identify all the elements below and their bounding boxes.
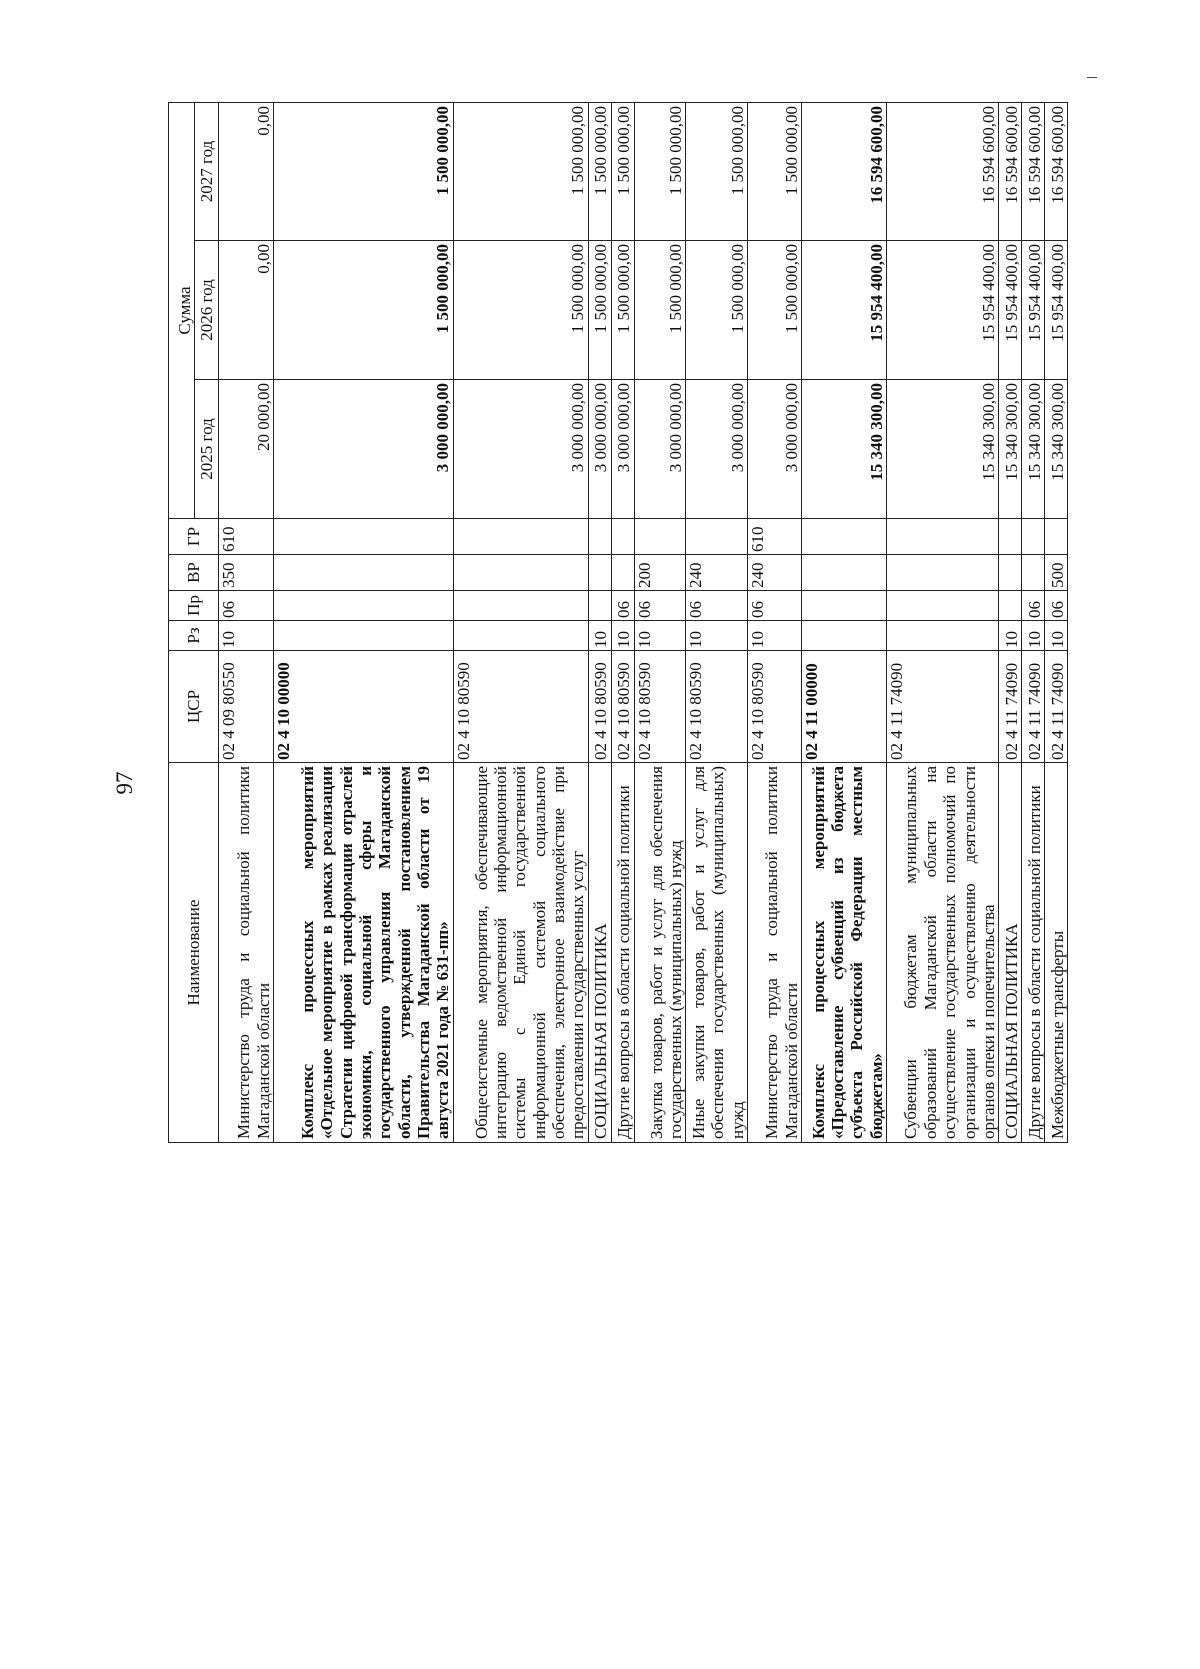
row-2025: 15 340 300,00 bbox=[887, 380, 999, 519]
row-gr: 610 bbox=[747, 519, 801, 555]
row-gr bbox=[999, 519, 1022, 555]
row-2025: 3 000 000,00 bbox=[611, 380, 634, 519]
header-sum: Сумма bbox=[169, 102, 195, 518]
row-2025: 3 000 000,00 bbox=[588, 380, 611, 519]
table-row bbox=[611, 102, 634, 1142]
budget-table bbox=[168, 102, 1068, 1143]
row-vr: 500 bbox=[1045, 555, 1068, 591]
row-2025: 3 000 000,00 bbox=[686, 380, 747, 519]
row-2025: 15 340 300,00 bbox=[801, 380, 886, 519]
row-gr bbox=[453, 519, 588, 555]
row-name: Общесистемные мероприятия, обеспечивающие интеграцию ведомственной информационной системы с Единой государственной информационной системой социального обеспечения, электронное взаимодействие при предоставлении государственных услуг bbox=[453, 763, 588, 1143]
row-csr: 02 4 11 74090 bbox=[887, 651, 999, 763]
row-gr bbox=[634, 519, 686, 555]
table-row bbox=[801, 102, 886, 1142]
row-rz: 10 bbox=[634, 621, 686, 651]
row-gr bbox=[274, 519, 454, 555]
table-row bbox=[887, 102, 999, 1142]
table-row bbox=[219, 102, 274, 1142]
row-name: Министерство труда и социальной политики Магаданской области bbox=[219, 763, 274, 1143]
row-rz: 10 bbox=[1022, 621, 1045, 651]
row-pr: 06 bbox=[611, 591, 634, 621]
row-pr bbox=[588, 591, 611, 621]
page-number: 97 bbox=[112, 771, 137, 795]
row-gr bbox=[1045, 519, 1068, 555]
row-pr: 06 bbox=[634, 591, 686, 621]
header-rz: Рз bbox=[169, 621, 219, 651]
row-name: СОЦИАЛЬНАЯ ПОЛИТИКА bbox=[999, 763, 1022, 1143]
row-2027: 16 594 600,00 bbox=[1045, 102, 1068, 240]
row-gr bbox=[588, 519, 611, 555]
row-vr bbox=[1022, 555, 1045, 591]
row-2027: 16 594 600,00 bbox=[801, 102, 886, 240]
row-2027: 16 594 600,00 bbox=[1022, 102, 1045, 240]
row-name: Комплекс процессных мероприятий «Предоставление субвенций из бюджета субъекта Российской Федерации местным бюджетам» bbox=[801, 763, 886, 1143]
row-rz: 10 bbox=[1045, 621, 1068, 651]
row-name: Иные закупки товаров, работ и услуг для обеспечения государственных (муниципальных) нужд bbox=[686, 763, 747, 1143]
row-pr bbox=[999, 591, 1022, 621]
scan-mark bbox=[1087, 77, 1097, 78]
header-2025: 2025 год bbox=[195, 380, 219, 519]
row-vr: 200 bbox=[634, 555, 686, 591]
row-pr bbox=[274, 591, 454, 621]
row-vr bbox=[887, 555, 999, 591]
table-row bbox=[274, 102, 454, 1142]
budget-table-rotated bbox=[168, 103, 1068, 1143]
row-csr: 02 4 10 80590 bbox=[453, 651, 588, 763]
row-name: Межбюджетные трансферты bbox=[1045, 763, 1068, 1143]
table-row bbox=[1045, 102, 1068, 1142]
row-rz bbox=[801, 621, 886, 651]
row-rz: 10 bbox=[219, 621, 274, 651]
row-rz: 10 bbox=[588, 621, 611, 651]
row-2027: 1 500 000,00 bbox=[686, 102, 747, 240]
row-csr: 02 4 11 74090 bbox=[999, 651, 1022, 763]
row-2025: 15 340 300,00 bbox=[999, 380, 1022, 519]
row-vr bbox=[801, 555, 886, 591]
header-2027: 2027 год bbox=[195, 102, 219, 240]
header-pr: Пр bbox=[169, 591, 219, 621]
row-name: Комплекс процессных мероприятий «Отдельное мероприятие в рамках реализации Стратегии цифровой трансформации отраслей экономики, социальной сферы и государственного управления Магаданской области, утвержденной постановлением Правительства Магаданской области от 19 августа 2021 года № 631-пп» bbox=[274, 763, 454, 1143]
row-2026: 15 954 400,00 bbox=[801, 241, 886, 380]
row-rz bbox=[887, 621, 999, 651]
row-csr: 02 4 10 80590 bbox=[588, 651, 611, 763]
row-rz bbox=[274, 621, 454, 651]
row-2025: 3 000 000,00 bbox=[453, 380, 588, 519]
row-name: СОЦИАЛЬНАЯ ПОЛИТИКА bbox=[588, 763, 611, 1143]
row-gr bbox=[801, 519, 886, 555]
row-gr bbox=[1022, 519, 1045, 555]
header-vr: ВР bbox=[169, 555, 219, 591]
row-csr: 02 4 11 74090 bbox=[1045, 651, 1068, 763]
header-gr: ГР bbox=[169, 519, 219, 555]
row-vr bbox=[274, 555, 454, 591]
row-name: Министерство труда и социальной политики Магаданской области bbox=[747, 763, 801, 1143]
row-2026: 15 954 400,00 bbox=[1022, 241, 1045, 380]
row-2027: 16 594 600,00 bbox=[999, 102, 1022, 240]
row-2025: 15 340 300,00 bbox=[1022, 380, 1045, 519]
row-2027: 1 500 000,00 bbox=[453, 102, 588, 240]
row-csr: 02 4 10 80590 bbox=[611, 651, 634, 763]
row-pr: 06 bbox=[219, 591, 274, 621]
row-2025: 3 000 000,00 bbox=[634, 380, 686, 519]
row-2026: 0,00 bbox=[219, 241, 274, 380]
row-csr: 02 4 10 80590 bbox=[747, 651, 801, 763]
row-2027: 1 500 000,00 bbox=[747, 102, 801, 240]
row-2025: 20 000,00 bbox=[219, 380, 274, 519]
row-pr: 06 bbox=[1022, 591, 1045, 621]
row-2027: 1 500 000,00 bbox=[611, 102, 634, 240]
row-2027: 16 594 600,00 bbox=[887, 102, 999, 240]
table-row bbox=[999, 102, 1022, 1142]
row-vr: 350 bbox=[219, 555, 274, 591]
row-rz: 10 bbox=[686, 621, 747, 651]
row-2027: 0,00 bbox=[219, 102, 274, 240]
row-2026: 15 954 400,00 bbox=[887, 241, 999, 380]
row-gr bbox=[611, 519, 634, 555]
row-2026: 1 500 000,00 bbox=[747, 241, 801, 380]
table-row bbox=[747, 102, 801, 1142]
row-2026: 1 500 000,00 bbox=[274, 241, 454, 380]
table-row bbox=[588, 102, 611, 1142]
row-2026: 15 954 400,00 bbox=[1045, 241, 1068, 380]
row-2027: 1 500 000,00 bbox=[588, 102, 611, 240]
row-name: Другие вопросы в области социальной политики bbox=[1022, 763, 1045, 1143]
row-vr bbox=[611, 555, 634, 591]
table-row bbox=[453, 102, 588, 1142]
row-2026: 1 500 000,00 bbox=[686, 241, 747, 380]
row-csr: 02 4 09 80550 bbox=[219, 651, 274, 763]
row-2026: 1 500 000,00 bbox=[453, 241, 588, 380]
row-csr: 02 4 10 80590 bbox=[634, 651, 686, 763]
header-name: Наименование bbox=[169, 763, 219, 1143]
row-pr: 06 bbox=[686, 591, 747, 621]
row-name: Субвенции бюджетам муниципальных образований Магаданской области на осуществление государственных полномочий по организации и осуществлению деятельности органов опеки и попечительства bbox=[887, 763, 999, 1143]
row-2027: 1 500 000,00 bbox=[274, 102, 454, 240]
row-pr: 06 bbox=[747, 591, 801, 621]
row-csr: 02 4 10 00000 bbox=[274, 651, 454, 763]
row-2025: 15 340 300,00 bbox=[1045, 380, 1068, 519]
row-rz bbox=[453, 621, 588, 651]
row-rz: 10 bbox=[611, 621, 634, 651]
row-2026: 1 500 000,00 bbox=[634, 241, 686, 380]
row-pr: 06 bbox=[1045, 591, 1068, 621]
row-csr: 02 4 11 00000 bbox=[801, 651, 886, 763]
row-gr: 610 bbox=[219, 519, 274, 555]
row-2027: 1 500 000,00 bbox=[634, 102, 686, 240]
row-2026: 1 500 000,00 bbox=[611, 241, 634, 380]
row-csr: 02 4 11 74090 bbox=[1022, 651, 1045, 763]
row-gr bbox=[686, 519, 747, 555]
row-vr bbox=[453, 555, 588, 591]
row-2025: 3 000 000,00 bbox=[747, 380, 801, 519]
row-rz: 10 bbox=[999, 621, 1022, 651]
table-row bbox=[686, 102, 747, 1142]
row-vr: 240 bbox=[747, 555, 801, 591]
table-row bbox=[1022, 102, 1045, 1142]
row-vr bbox=[588, 555, 611, 591]
row-name: Другие вопросы в области социальной политики bbox=[611, 763, 634, 1143]
row-name: Закупка товаров, работ и услуг для обеспечения государственных (муниципальных) нужд bbox=[634, 763, 686, 1143]
row-pr bbox=[801, 591, 886, 621]
table-row bbox=[634, 102, 686, 1142]
row-gr bbox=[887, 519, 999, 555]
header-csr: ЦСР bbox=[169, 651, 219, 763]
row-2026: 1 500 000,00 bbox=[588, 241, 611, 380]
row-2026: 15 954 400,00 bbox=[999, 241, 1022, 380]
row-2025: 3 000 000,00 bbox=[274, 380, 454, 519]
row-pr bbox=[453, 591, 588, 621]
header-2026: 2026 год bbox=[195, 241, 219, 380]
row-vr bbox=[999, 555, 1022, 591]
row-vr: 240 bbox=[686, 555, 747, 591]
row-csr: 02 4 10 80590 bbox=[686, 651, 747, 763]
row-rz: 10 bbox=[747, 621, 801, 651]
row-pr bbox=[887, 591, 999, 621]
